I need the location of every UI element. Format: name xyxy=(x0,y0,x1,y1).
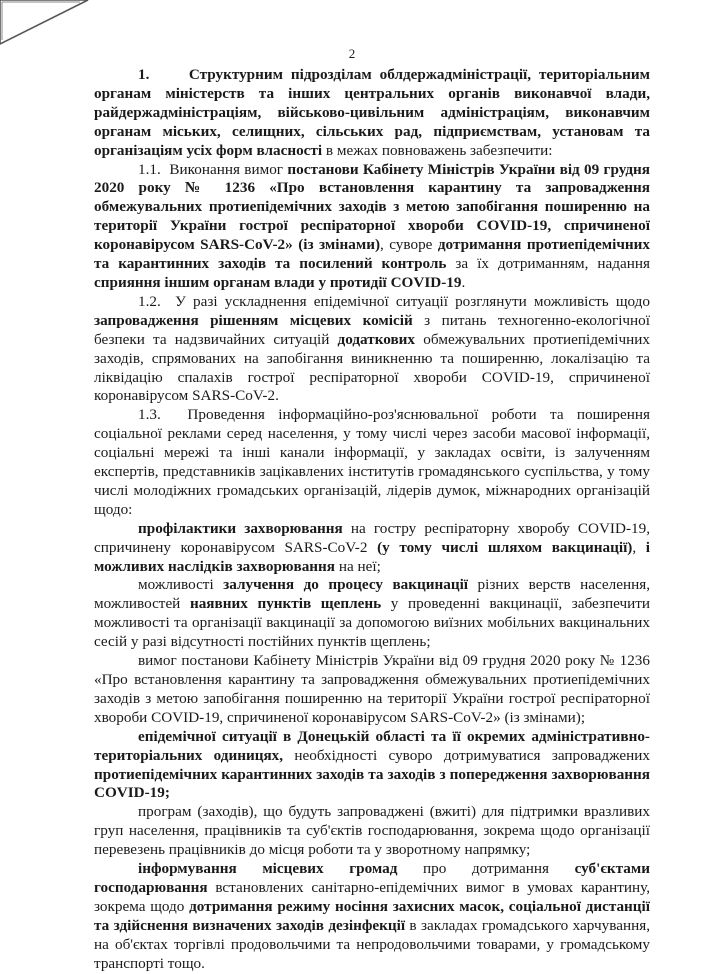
paragraph xyxy=(94,293,650,406)
text-run: на неї; xyxy=(335,557,381,575)
bold-text-run: 1. Структурним підрозділам облдержадміністрації, територіальним органам міністерств та інших центральних органів виконавчої влади, райдержадміністраціям, військово-цивільним адміністраціям, виконавчим органам міських, селищних, сільських рад, підприємствам, установам та організаціям усіх форм власності xyxy=(94,66,650,159)
paragraph xyxy=(94,520,650,577)
text-run: у проведенні вакцинації, забезпечити можливості та організації вакцинації за допомогою виїзних мобільних вакцинальних сесій у разі відсутності постійних пунктів щеплень; xyxy=(94,595,650,651)
text-run: . xyxy=(461,273,466,291)
paragraph xyxy=(94,406,650,519)
text-run: 1.1. Виконання вимог xyxy=(138,160,288,178)
text-run: 1.3. Проведення інформаційно-роз'яснювальної роботи та поширення соціальної реклами серед населення, у тому числі через засоби масової інформації, соціальні мережі та інші канали інформації, у закладах освіти, із залученням експертів, представників зацікавлених інститутів громадянського суспільства, у тому числі молодіжних громадських організацій, лідерів думок, міжнародних організацій щодо: xyxy=(94,406,650,518)
text-run: , суворе xyxy=(380,236,438,254)
bold-text-run: протиепідемічних карантинних заходів та заходів з попередження захворювання COVID-19; xyxy=(94,765,650,802)
paragraph xyxy=(94,803,650,860)
text-run: необхідності суворо дотримуватися запроваджених xyxy=(283,746,650,764)
bold-text-run: додаткових xyxy=(337,330,416,348)
document-body xyxy=(94,66,650,974)
text-run: на гостру респіраторну хворобу COVID-19, спричинену коронавірусом SARS-CoV-2 xyxy=(94,519,650,556)
text-run: обмежувальних протиепідемічних заходів, спрямованих на запобігання виникненню та поширенню, локалізацію та ліквідацію спалахів гострої респіраторної хвороби COVID-19, спричиненої коронавірусом SARS-CoV-2. xyxy=(94,330,650,405)
text-run: з питань техногенно-екологічної безпеки та надзвичайних ситуацій xyxy=(94,311,650,348)
bold-text-run: дотримання режиму носіння захисних масок, соціальної дистанції та здійснення визначених заходів дезінфекції xyxy=(94,897,650,934)
bold-text-run: суб'єктами господарювання xyxy=(94,860,650,896)
bold-text-run: дотримання протиепідемічних та карантинних заходів та посилений контроль xyxy=(94,236,650,273)
text-run: вимог постанови Кабінету Міністрів України від 09 грудня 2020 року № 1236 «Про встановлення карантину та запровадження обмежувальних протиепідемічних заходів з метою запобігання поширенню на території України гострої респіраторної хвороби COVID-19, спричиненої коронавірусом SARS-CoV-2» (із змінами); xyxy=(94,652,650,726)
text-run: різних верств населення, можливостей xyxy=(94,576,650,613)
text-run: 1.2. У разі ускладнення епідемічної ситуації розглянути можливість щодо xyxy=(138,292,650,310)
paragraph xyxy=(94,860,650,973)
text-run: можливості xyxy=(138,576,224,594)
bold-text-run: запровадження рішенням місцевих комісій xyxy=(94,311,413,329)
paragraph xyxy=(94,161,650,293)
text-run: про дотримання xyxy=(397,860,575,878)
paragraph xyxy=(94,576,650,652)
text-run: в закладах громадського харчування, на об'єктах торгівлі продовольчими та непродовольчими товарами, у громадському транспорті тощо. xyxy=(94,916,650,972)
paragraph xyxy=(94,652,650,728)
bold-text-run: (у тому числі шляхом вакцинації) xyxy=(377,538,633,556)
bold-text-run: епідемічної ситуації в Донецькій області та її окремих адміністративно-територіальних одиницях, xyxy=(94,727,650,764)
text-run: , xyxy=(632,538,646,556)
paragraph xyxy=(94,66,650,161)
page-number: 2 xyxy=(348,46,356,61)
text-run: встановлених санітарно-епідемічних вимог в умовах карантину, зокрема щодо xyxy=(94,878,650,915)
bold-text-run: залучення до процесу вакцинації xyxy=(223,576,469,594)
bold-text-run: наявних пунктів щеплень xyxy=(189,595,382,613)
bold-text-run: профілактики захворювання xyxy=(138,519,343,537)
text-run: за їх дотриманням, надання xyxy=(446,255,650,273)
paragraph xyxy=(94,728,650,804)
text-run: програм (заходів), що будуть запроваджені (вжиті) для підтримки вразливих груп населення, працівників та суб'єктів господарювання, зокрема щодо організації перевезень працівників до місця роботи та у зворотному напрямку; xyxy=(94,803,650,859)
bold-text-run: і можливих наслідків захворювання xyxy=(94,538,651,575)
bold-text-run: постанови Кабінету Міністрів України від 09 грудня 2020 року № 1236 «Про встановлення карантину та запровадження обмежувальних протиепідемічних заходів з метою запобігання поширенню на території України гострої респіраторної хвороби COVID-19, спричиненої коронавірусом SARS-CoV-2» (із змінами) xyxy=(94,160,650,254)
bold-text-run: інформування місцевих громад xyxy=(138,860,398,878)
text-run: в межах повноважень забезпечити: xyxy=(322,141,553,159)
bold-text-run: сприяння іншим органам влади у протидії COVID-19 xyxy=(94,273,462,291)
